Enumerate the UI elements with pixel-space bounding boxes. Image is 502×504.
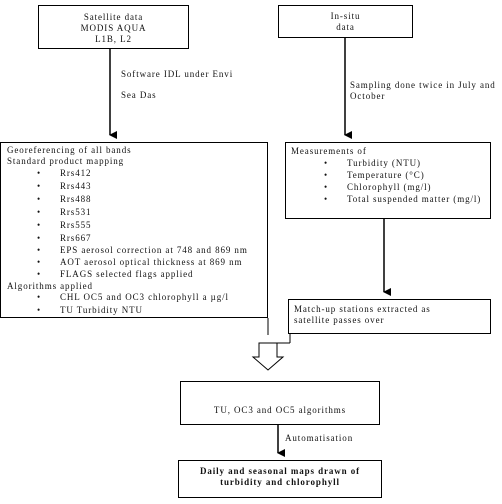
matchup-box: [288, 299, 491, 334]
sampling-label-line-2: October: [350, 91, 386, 101]
software-label-line-2: Sea Das: [121, 90, 157, 100]
band-item: • Rrs667: [7, 233, 267, 245]
extra-item: • AOT aerosol optical thickness at 869 nm: [7, 257, 267, 269]
output-box: [178, 460, 382, 498]
band-item: • Rrs488: [7, 194, 267, 207]
measurement-item: • Chlorophyll (mg/l): [291, 182, 490, 194]
software-label: [121, 69, 233, 101]
insitu-data-box: [278, 5, 413, 38]
measurement-item: • Temperature (°C): [291, 170, 490, 182]
satellite-data-box: [38, 5, 189, 49]
standard-product-text: Standard product mapping: [7, 156, 125, 166]
sampling-label: [350, 80, 496, 102]
processing-box: [0, 142, 268, 318]
output-line-1: Daily and seasonal maps drawn of: [199, 466, 361, 476]
satellite-line-2: MODIS AQUA: [80, 23, 147, 33]
insitu-line-1: In-situ: [330, 11, 361, 21]
block-arrow: [253, 343, 283, 370]
algorithms-heading: Algorithms applied: [7, 281, 93, 291]
output-line-2: turbidity and chlorophyll: [220, 477, 340, 487]
extra-item: • EPS aerosol correction at 748 and 869 nm: [7, 245, 267, 257]
extra-item: • FLAGS selected flags applied: [7, 269, 267, 281]
algorithms-box-text: TU, OC3 and OC5 algorithms: [213, 405, 347, 415]
insitu-line-2: data: [336, 22, 355, 32]
georeferencing-text: Georeferencing of all bands: [7, 145, 132, 155]
measurement-item: • Turbidity (NTU): [291, 158, 490, 170]
measurements-heading: Measurements of: [291, 146, 367, 156]
matchup-line-1: Match-up stations extracted as: [294, 304, 431, 314]
satellite-line-3: L1B, L2: [95, 34, 132, 44]
measurement-list: [291, 158, 490, 205]
software-label-line-1: Software IDL under Envi: [121, 69, 234, 79]
measurements-box: [285, 142, 491, 219]
automatisation-label: Automatisation: [285, 433, 354, 443]
matchup-line-2: satellite passes over: [294, 315, 385, 325]
algorithm-list: [7, 292, 267, 316]
band-list: [7, 168, 267, 281]
band-item: • Rrs555: [7, 220, 267, 233]
algorithm-item: • CHL OC5 and OC3 chlorophyll a µg/l: [7, 292, 267, 305]
algorithms-box: [180, 381, 380, 425]
band-item: • Rrs412: [7, 168, 267, 181]
algorithm-item: • TU Turbidity NTU: [7, 305, 267, 316]
band-item: • Rrs531: [7, 207, 267, 220]
band-item: • Rrs443: [7, 181, 267, 194]
satellite-line-1: Satellite data: [83, 12, 144, 22]
sampling-label-line-1: Sampling done twice in July and: [350, 80, 496, 90]
measurement-item: • Total suspended matter (mg/l): [291, 194, 490, 205]
